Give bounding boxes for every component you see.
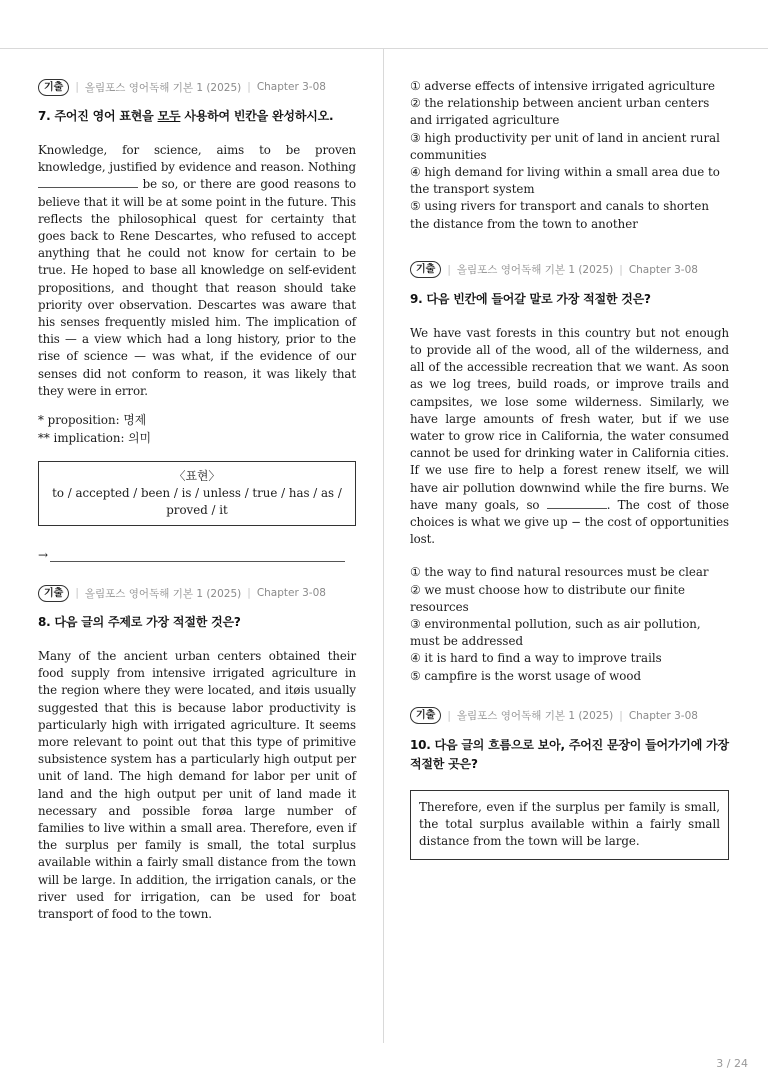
q9-option-3[interactable]: ③ environmental pollution, such as air pollution, must be addressed — [410, 617, 701, 649]
q7-title: 7. 주어진 영어 표현을 모두 사용하여 빈칸을 완성하시오. — [38, 109, 334, 123]
q7-box-words: to / accepted / been / is / unless / true / has / as / proved / it — [52, 486, 342, 518]
q10-source-line: 기출 | 올림포스 영어독해 기본 1 (2025) | Chapter 3-08 — [410, 707, 729, 725]
q8-option-1[interactable]: ① adverse effects of intensive irrigated agriculture — [410, 79, 715, 93]
q8-badge: 기출 — [38, 585, 69, 602]
column-divider — [383, 48, 384, 1043]
q7-blank — [38, 176, 138, 188]
q7-chapter: Chapter 3-08 — [256, 81, 326, 93]
left-column — [38, 78, 356, 923]
q9-option-4[interactable]: ④ it is hard to find a way to improve trails — [410, 651, 662, 666]
right-column — [410, 78, 729, 860]
q7-source: 올림포스 영어독해 기본 1 (2025) — [84, 81, 242, 94]
q9-passage: We have vast forests in this country but not enough to provide all of the wood, all of the wilderness, and all of the accessible recreation that we want. As soon as we log trees, build roads, or improve trails and campsites, we lose some wilderness. Similarly, we have large amounts of fresh water, but if we use water to grow rice in California, the water consumed cannot be used for drinking water in California cities. If we use fire to help a forest renew itself, we will have air pollution downwind while the fire burns. We have many goals, so . The cost of those choices is what we give up − the cost of opportunities lost. — [410, 325, 729, 547]
q7-title-underline: 모두 — [157, 109, 181, 123]
q10-chapter: Chapter 3-08 — [628, 709, 698, 722]
q10-given-sentence-box: Therefore, even if the surplus per family is small, the total surplus available within a fairly small distance from the town will be large. — [410, 790, 729, 860]
q8-option-5[interactable]: ⑤ using rivers for transport and canals to shorten the distance from the town to another — [410, 199, 709, 231]
header-rule — [0, 48, 768, 49]
q9-options — [410, 564, 729, 684]
q9-option-2[interactable]: ② we must choose how to distribute our finite resources — [410, 582, 686, 614]
q10-source: 올림포스 영어독해 기본 1 (2025) — [456, 710, 614, 723]
q8-source-line: 기출 | 올림포스 영어독해 기본 1 (2025) | Chapter 3-08 — [38, 584, 356, 602]
q9-source-line: 기출 | 올림포스 영어독해 기본 1 (2025) | Chapter 3-08 — [410, 261, 729, 279]
q7-note-implication: ** implication: 의미 — [38, 430, 151, 445]
q8-option-3[interactable]: ③ high productivity per unit of land in ancient rural communities — [410, 130, 720, 162]
q9-chapter: Chapter 3-08 — [628, 263, 698, 276]
q9-blank — [547, 497, 607, 509]
q8-option-2[interactable]: ② the relationship between ancient urban centers and irrigated agriculture — [410, 96, 710, 128]
q7-box-title: 〈표현〉 — [173, 469, 221, 484]
arrow-icon: → — [38, 548, 49, 563]
q9-source: 올림포스 영어독해 기본 1 (2025) — [456, 264, 614, 277]
q7-answer-blank — [50, 553, 345, 562]
q7-answer-line — [38, 548, 356, 562]
q7-note-proposition: * proposition: 명제 — [38, 413, 147, 428]
q9-badge: 기출 — [410, 261, 441, 278]
q9-title: 9. 다음 빈칸에 들어갈 말로 가장 적절한 것은? — [410, 291, 651, 306]
q7-passage: Knowledge, for science, aims to be proven knowledge, justified by evidence and reason. Nothing be so, or there are good reasons to believe that it will be at some point in the future. This reflects the philosophical quest for certainty that goes back to Rene Descartes, who refused to accept anything that he could not know for certain to be true. He hoped to base all knowledge on self-evident propositions, and thought that reason should take priority over observation. Descartes was aware that his senses frequently misled him. The implication of this — a view which had a long history, prior to the rise of science — was what, if the evidence of our senses did not conform to reason, it was likely that they were in error. — [38, 143, 356, 398]
q7-source-line: 기출 | 올림포스 영어독해 기본 1 (2025) | Chapter 3-08 — [38, 78, 356, 96]
q8-source: 올림포스 영어독해 기본 1 (2025) — [84, 587, 242, 600]
q9-option-5[interactable]: ⑤ campfire is the worst usage of wood — [410, 668, 642, 683]
q8-chapter: Chapter 3-08 — [256, 587, 326, 600]
q10-title: 10. 다음 글의 흐름으로 보아, 주어진 문장이 들어가기에 가장 적절한 곳은? — [410, 737, 729, 771]
q7-notes — [38, 412, 356, 447]
q7-badge: 기출 — [38, 79, 69, 96]
q9-option-1[interactable]: ① the way to find natural resources must be clear — [410, 565, 709, 580]
q10-badge: 기출 — [410, 707, 441, 724]
page-number: 3 / 24 — [716, 1057, 748, 1070]
q8-passage: Many of the ancient urban centers obtained their food supply from intensive irrigated agriculture in the region where they were located, and itøis usually suggested that this is because labor productivity is particularly high with irrigated agriculture. It seems more relevant to point out that this type of primitive subsistence system has a particularly high output per unit of land. The high demand for labor per unit of land and the high output per unit of land made it necessary and possible forøa large number of families to live within a small area. Therefore, even if the surplus per family is small, the total surplus available within a fairly small distance from the town will be large. In addition, the irrigation canals, or the river used for irrigation, can be used for boat transport of food to the town. — [38, 649, 356, 922]
q8-options — [410, 78, 729, 233]
q8-option-4[interactable]: ④ high demand for living within a small area due to the transport system — [410, 165, 720, 197]
q8-title: 8. 다음 글의 주제로 가장 적절한 것은? — [38, 615, 241, 630]
q7-expression-box — [38, 461, 356, 526]
